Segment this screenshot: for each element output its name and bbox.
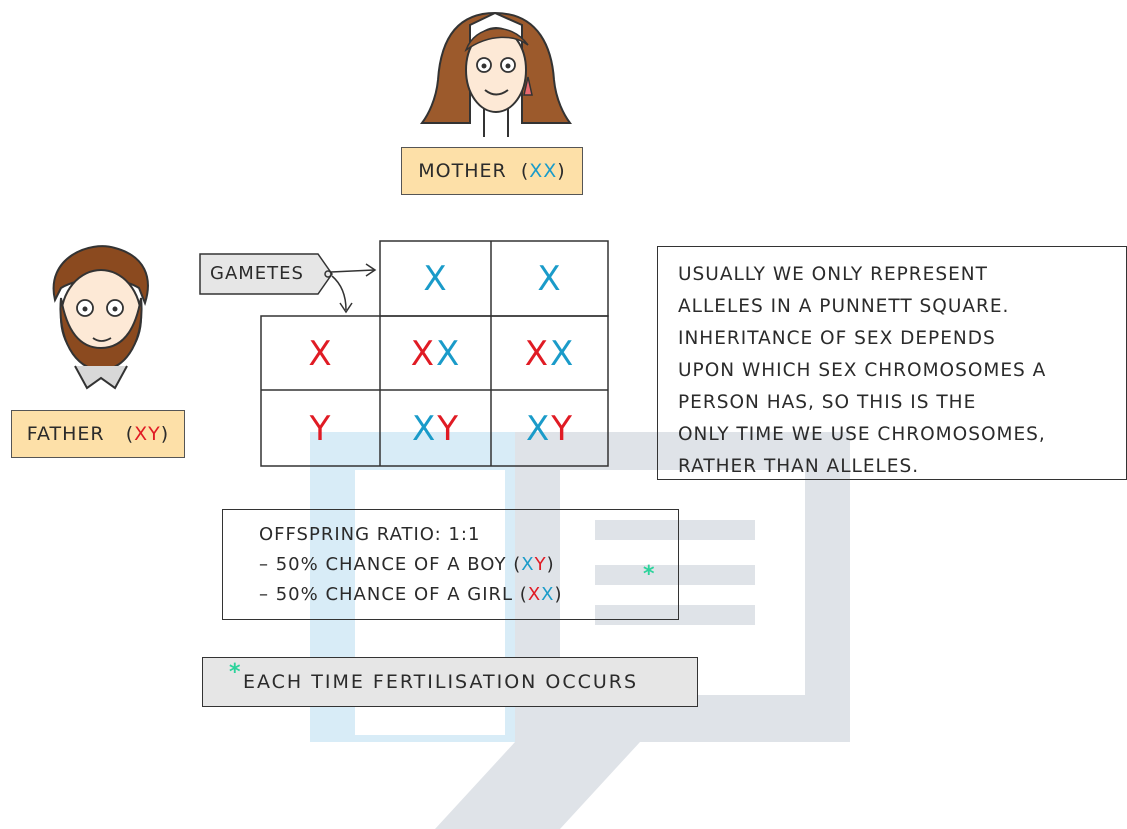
explanation-line: ALLELES IN A PUNNETT SQUARE.: [678, 296, 1010, 317]
asterisk-marker: *: [643, 562, 656, 587]
punnett-square: [260, 240, 610, 468]
footnote-text: EACH TIME FERTILISATION OCCURS: [243, 671, 639, 693]
father-genotype: XY: [134, 423, 161, 445]
ratio-title: OFFSPRING RATIO: 1:1: [259, 524, 481, 545]
ratio-girl-line: – 50% CHANCE OF A GIRL (XX): [259, 584, 563, 605]
father-illustration: [35, 238, 165, 403]
gamete-father-1: X: [308, 333, 334, 374]
offspring-cell-2: X X: [524, 333, 576, 374]
offspring-cell-1: X X: [410, 333, 462, 374]
explanation-line: RATHER THAN ALLELES.: [678, 456, 920, 477]
explanation-line: INHERITANCE OF SEX DEPENDS: [678, 328, 996, 349]
footnote-asterisk: *: [229, 660, 243, 685]
ratio-boy-line: – 50% CHANCE OF A BOY (XY): [259, 554, 555, 575]
mother-genotype: XX: [529, 160, 558, 182]
mother-label-text: MOTHER: [418, 160, 507, 182]
gametes-label: GAMETES: [210, 262, 304, 284]
fertilisation-note: [202, 657, 698, 707]
gamete-mother-2: X: [537, 259, 563, 299]
offspring-ratio-box: [222, 509, 679, 620]
father-label-text: FATHER: [26, 423, 105, 445]
mother-label: MOTHER ( XX ): [401, 147, 583, 195]
explanation-line: ONLY TIME WE USE CHROMOSOMES,: [678, 424, 1046, 445]
father-label: FATHER ( XY ): [11, 410, 185, 458]
explanation-box: [657, 246, 1127, 480]
offspring-cell-3: X Y: [411, 408, 461, 449]
explanation-line: USUALLY WE ONLY REPRESENT: [678, 264, 988, 285]
mother-illustration: [410, 5, 580, 145]
gamete-father-2: Y: [309, 408, 333, 449]
explanation-line: UPON WHICH SEX CHROMOSOMES A: [678, 360, 1047, 381]
gamete-mother-1: X: [423, 259, 449, 299]
explanation-line: PERSON HAS, SO THIS IS THE: [678, 392, 977, 413]
offspring-cell-4: X Y: [525, 408, 575, 449]
